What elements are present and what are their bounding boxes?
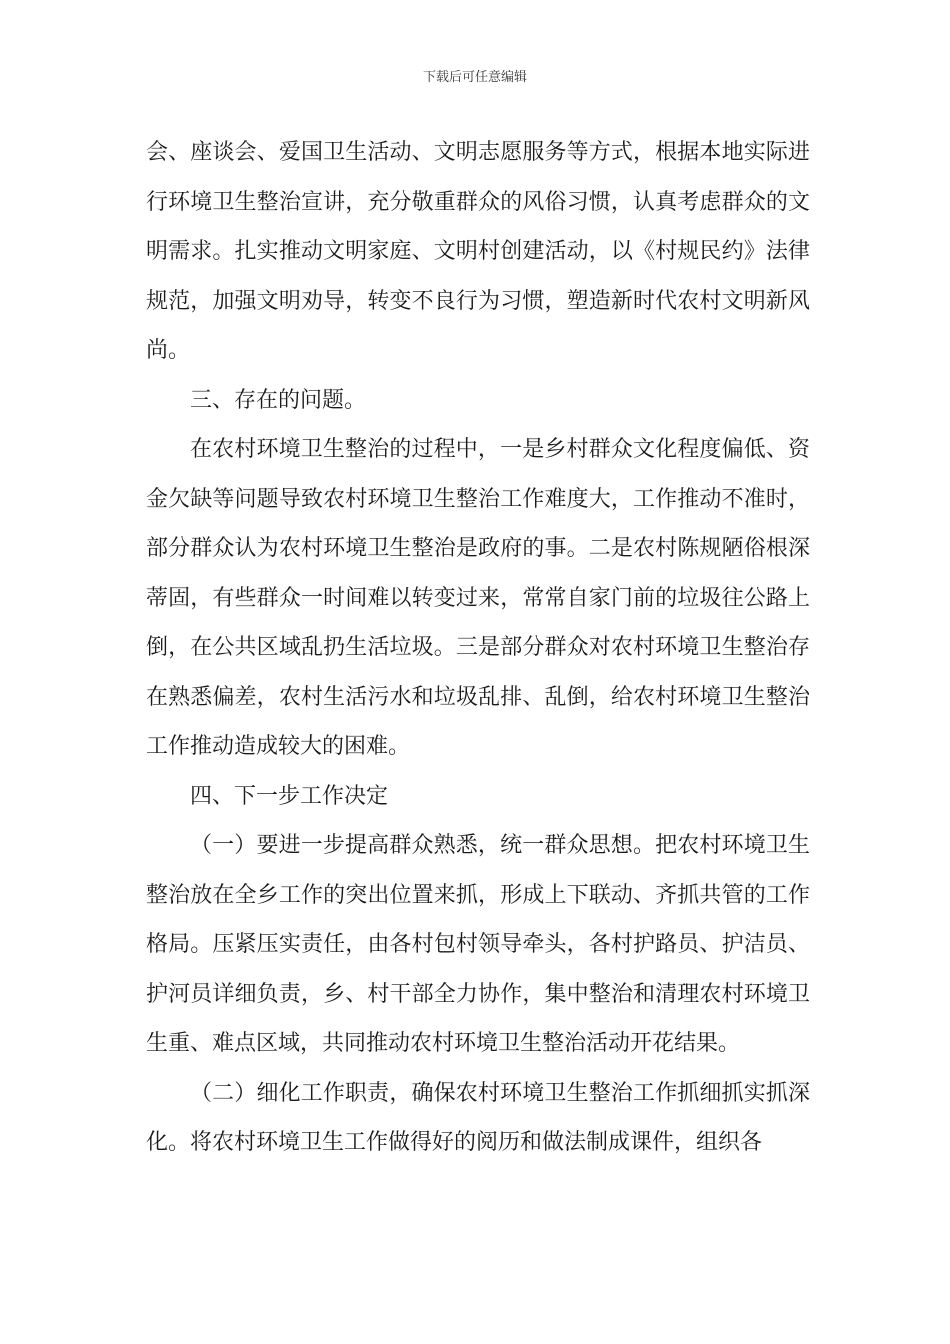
paragraph-next-step-1: （一）要进一步提高群众熟悉，统一群众思想。把农村环境卫生整治放在全乡工作的突出位置来抓，形成上下联动、齐抓共管的工作格局。压紧压实责任，由各村包村领导牵头，各村护路员、护洁员、护河员详细负责，乡、村干部全力协作，集中整治和清理农村环境卫生重、难点区域，共同推动农村环境卫生整治活动开花结果。 (146, 833, 810, 1056)
section-heading-next-steps: 四、下一步工作决定 (190, 783, 389, 809)
paragraph-continuation: 会、座谈会、爱国卫生活动、文明志愿服务等方式，根据本地实际进行环境卫生整治宣讲，充分敬重群众的风俗习惯，认真考虑群众的文明需求。扎实推动文明家庭、文明村创建活动，以《村规民约》法律规范，加强文明劝导，转变不良行为习惯，塑造新时代农村文明新风尚。 (146, 140, 810, 363)
paragraph-problems: 在农村环境卫生整治的过程中，一是乡村群众文化程度偏低、资金欠缺等问题导致农村环境卫生整治工作难度大，工作推动不准时，部分群众认为农村环境卫生整治是政府的事。二是农村陈规陋俗根深蒂固，有些群众一时间难以转变过来，常常自家门前的垃圾往公路上倒，在公共区域乱扔生活垃圾。三是部分群众对农村环境卫生整治存在熟悉偏差，农村生活污水和垃圾乱排、乱倒，给农村环境卫生整治工作推动造成较大的困难。 (146, 437, 810, 759)
paragraph-next-step-2: （二）细化工作职责，确保农村环境卫生整治工作抓细抓实抓深化。将农村环境卫生工作做得好的阅历和做法制成课件，组织各 (146, 1080, 810, 1155)
page-header-note: 下载后可任意编辑 (422, 70, 527, 85)
document-body (146, 128, 810, 1168)
section-heading-problems: 三、存在的问题。 (190, 387, 367, 413)
